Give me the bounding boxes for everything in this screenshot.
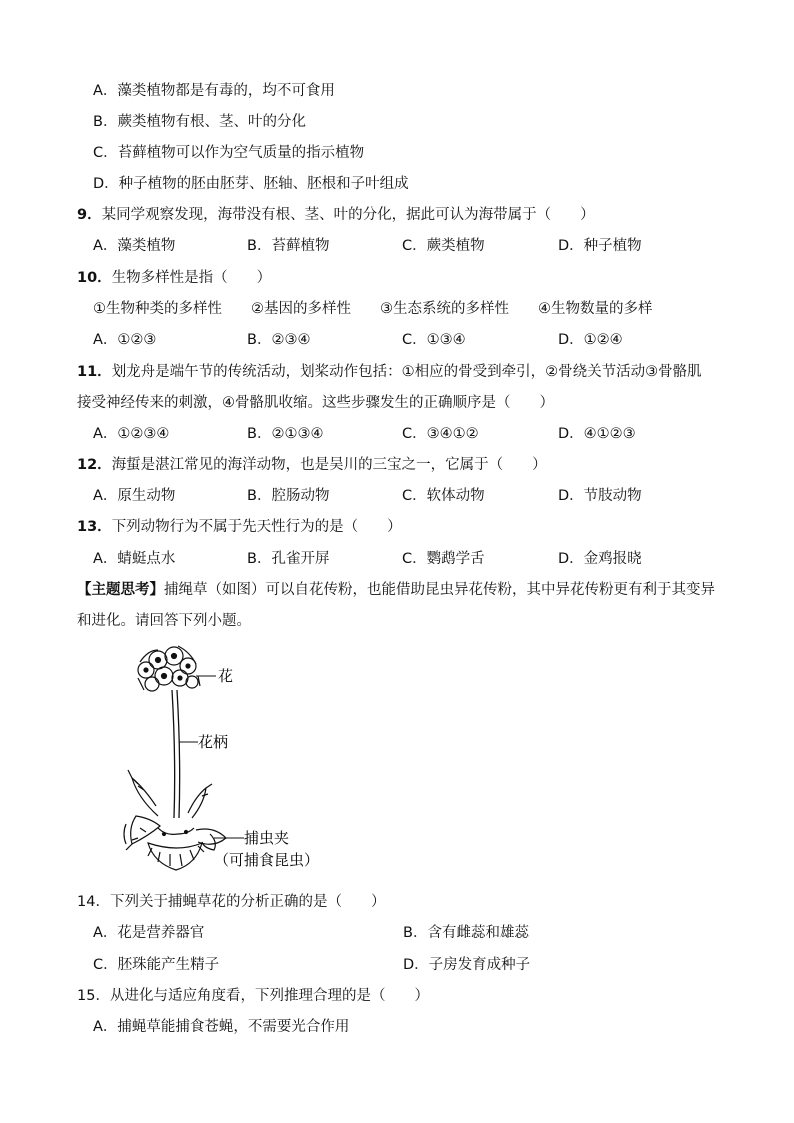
q11-option-c: C．③④①②: [402, 426, 479, 442]
q13-option-a: A．蜻蜓点水: [93, 551, 176, 567]
figure-label-trap: 捕虫夹: [244, 829, 290, 847]
q14-text: 下列关于捕蝇草花的分析正确的是（ ）: [109, 894, 386, 910]
theme-line1: [77, 580, 715, 600]
q15-option-a: A．捕蝇草能捕食苍蝇，不需要光合作用: [93, 1019, 350, 1035]
theme-text-1: 捕绳草（如图）可以自花传粉，也能借助昆虫异花传粉，其中异花传粉更有利于其变异: [164, 582, 715, 598]
q10-stem: [77, 268, 271, 288]
q13-text: 下列动物行为不属于先天性行为的是（ ）: [111, 519, 402, 535]
q13-option-b: B．孔雀开屏: [247, 551, 330, 567]
q13-option-c: C．鹦鹉学舌: [402, 551, 485, 567]
q8-option-a: A．藻类植物都是有毒的，均不可食用: [93, 83, 335, 99]
q14-option-d: D．子房发育成种子: [403, 957, 531, 973]
q8-option-c: C．苔藓植物可以作为空气质量的指示植物: [93, 145, 365, 161]
q11-stem-line2: 接受神经传来的刺激，④骨骼肌收缩。这些步骤发生的正确顺序是（ ）: [77, 395, 554, 411]
q10-number: 10．: [77, 270, 112, 286]
q13-number: 13．: [77, 519, 112, 535]
q13-option-d: D．金鸡报晓: [558, 551, 642, 567]
flytrap-figure: [118, 638, 328, 883]
q11-number: 11．: [77, 364, 112, 380]
q10-option-c: C．①③④: [402, 332, 466, 348]
q11-stem-line1: [77, 362, 702, 382]
q10-option-b: B．②③④: [247, 332, 311, 348]
q14-number: 14．: [77, 894, 110, 910]
q8-option-b: B．蕨类植物有根、茎、叶的分化: [93, 114, 306, 130]
q12-option-b: B．腔肠动物: [247, 488, 330, 504]
q15-number: 15．: [77, 988, 110, 1004]
q10-text: 生物多样性是指（ ）: [111, 270, 272, 286]
flower-head-drawing: [138, 646, 200, 691]
q14-option-c: C．胚珠能产生精子: [93, 957, 220, 973]
q15-stem: [77, 986, 429, 1006]
q11-option-a: A．①②③④: [93, 426, 170, 442]
q12-stem: [77, 455, 547, 475]
label-leader-lines: [179, 676, 244, 838]
q12-text: 海蜇是湛江常见的海洋动物，也是吴川的三宝之一，它属于（ ）: [111, 457, 547, 473]
q11-option-d: D．④①②③: [558, 426, 636, 442]
figure-label-stalk: 花柄: [198, 733, 229, 751]
q12-option-d: D．节肢动物: [558, 488, 642, 504]
stalk-drawing: [172, 690, 180, 818]
q10-option-d: D．①②④: [558, 332, 623, 348]
q9-option-d: D．种子植物: [558, 238, 642, 254]
q11-text-1: 划龙舟是端午节的传统活动，划桨动作包括：①相应的骨受到牵引，②骨绕关节活动③骨骼肌: [111, 364, 702, 380]
q9-number: 9．: [77, 207, 102, 223]
theme-line2: 和进化。请回答下列小题。: [77, 613, 251, 629]
q13-stem: [77, 517, 402, 537]
q10-items: ①生物种类的多样性 ②基因的多样性 ③生态系统的多样性 ④生物数量的多样: [93, 301, 653, 317]
theme-tag: 【主题思考】: [77, 582, 164, 598]
q9-text: 某同学观察发现，海带没有根、茎、叶的分化，据此可认为海带属于（ ）: [101, 207, 595, 223]
q12-option-c: C．软体动物: [402, 488, 485, 504]
q8-option-d: D．种子植物的胚由胚芽、胚轴、胚根和子叶组成: [93, 176, 409, 192]
q11-option-b: B．②①③④: [247, 426, 324, 442]
figure-label-trap-note: （可捕食昆虫）: [214, 851, 320, 869]
q9-option-b: B．苔藓植物: [247, 238, 330, 254]
q15-text: 从进化与适应角度看，下列推理合理的是（ ）: [109, 988, 429, 1004]
q9-option-a: A．藻类植物: [93, 238, 176, 254]
q12-number: 12．: [77, 457, 112, 473]
q12-option-a: A．原生动物: [93, 488, 176, 504]
q9-option-c: C．蕨类植物: [402, 238, 485, 254]
q10-option-a: A．①②③: [93, 332, 157, 348]
q14-option-a: A．花是营养器官: [93, 925, 205, 941]
q14-option-b: B．含有雌蕊和雄蕊: [403, 925, 529, 941]
q9-stem: [77, 205, 595, 225]
q14-stem: [77, 892, 385, 912]
figure-label-flower: 花: [218, 667, 234, 685]
